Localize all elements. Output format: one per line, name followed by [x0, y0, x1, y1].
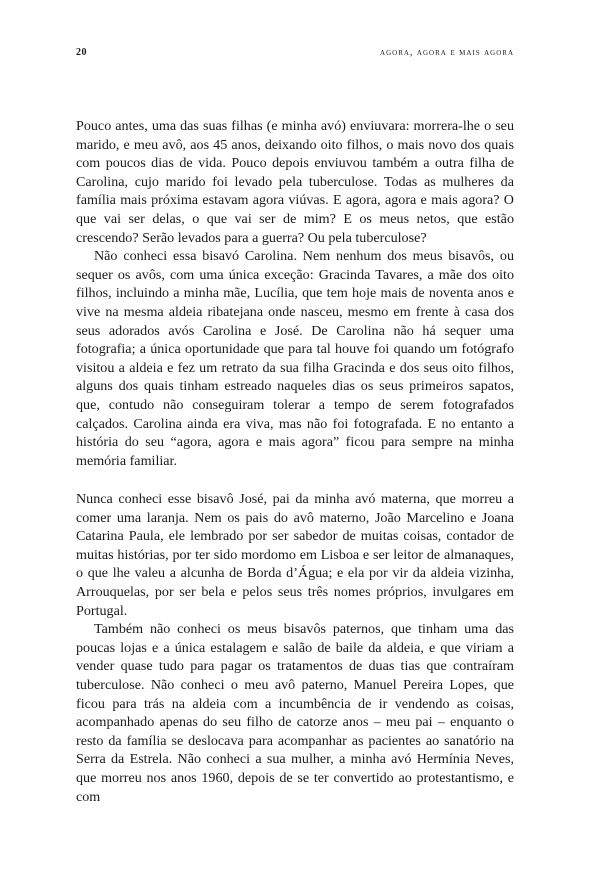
paragraph: Também não conheci os meus bisavôs paternos, que tinham uma das poucas lojas e a única estalagem e salão de baile da aldeia, e que viriam a vender quase tudo para pagar os tratamentos de duas tias que contraíram tuberculose. Não conheci o meu avô paterno, Manuel Pereira Lopes, que ficou para trás na aldeia com a incumbência de ir vendendo as coisas, acompanhado apenas do seu filho de catorze anos – meu pai – enquanto o resto da família se deslocava para acompanhar as pacientes ao sanatório na Serra da Estrela. Não conheci a sua mulher, a minha avó Hermínia Neves, que morreu nos anos 1960, depois de se ter convertido ao protestantismo, e com — [76, 621, 514, 805]
paragraph: Não conheci essa bisavó Carolina. Nem nenhum dos meus bisavôs, ou sequer os avôs, com uma única exceção: Gracinda Tavares, a mãe dos oito filhos, incluindo a minha mãe, Lucília, que tem hoje mais de noventa anos e vive na mesma aldeia ribatejana onde nasceu, mesmo em frente à casa dos seus adorados avós Carolina e José. De Carolina não há sequer uma fotografia; a única oportunidade que para tal houve foi quando um fotógrafo visitou a aldeia e fez um retrato da sua filha Gracinda e dos seus oito filhos, alguns dos quais tinham estreado naqueles dias os seus primeiros sapatos, que, contudo não conseguiram tolerar a tempo de serem fotografados calçados. Carolina ainda era viva, mas não foi fotografada. E no entanto a história do seu “agora, agora e mais agora” ficou para sempre na minha memória familiar. — [76, 248, 514, 469]
running-head — [76, 46, 514, 60]
text-section-2 — [76, 490, 514, 806]
running-title: agora, agora e mais agora — [380, 47, 514, 58]
page-number: 20 — [76, 47, 87, 58]
paragraph: Pouco antes, uma das suas filhas (e minha avó) enviuvara: morrera-lhe o seu marido, e meu avô, aos 45 anos, deixando oito filhos, o mais novo dos quais com poucos dias de vida. Pouco depois enviuvou também a outra filha de Carolina, cujo marido foi levado pela tuberculose. Todas as mulheres da família mais próxima estavam agora viúvas. E agora, agora e mais agora? O que vai ser delas, o que vai ser de mim? E os meus netos, que estão crescendo? Serão levados para a guerra? Ou pela tuberculose? — [76, 118, 514, 246]
paragraph: Nunca conheci esse bisavô José, pai da minha avó materna, que morreu a comer uma laranja. Nem os pais do avô materno, João Marcelino e Joana Catarina Paula, ele lembrado por ser sabedor de muitas coisas, contador de muitas histórias, por ter sido mordomo em Lisboa e ser leitor de almanaques, o que lhe valeu a alcunha de Borda d’Água; e ela por vir da aldeia vizinha, Arrouquelas, por ser bela e pelos seus três nomes próprios, invulgares em Portugal. — [76, 491, 514, 619]
text-section-1 — [76, 117, 514, 470]
